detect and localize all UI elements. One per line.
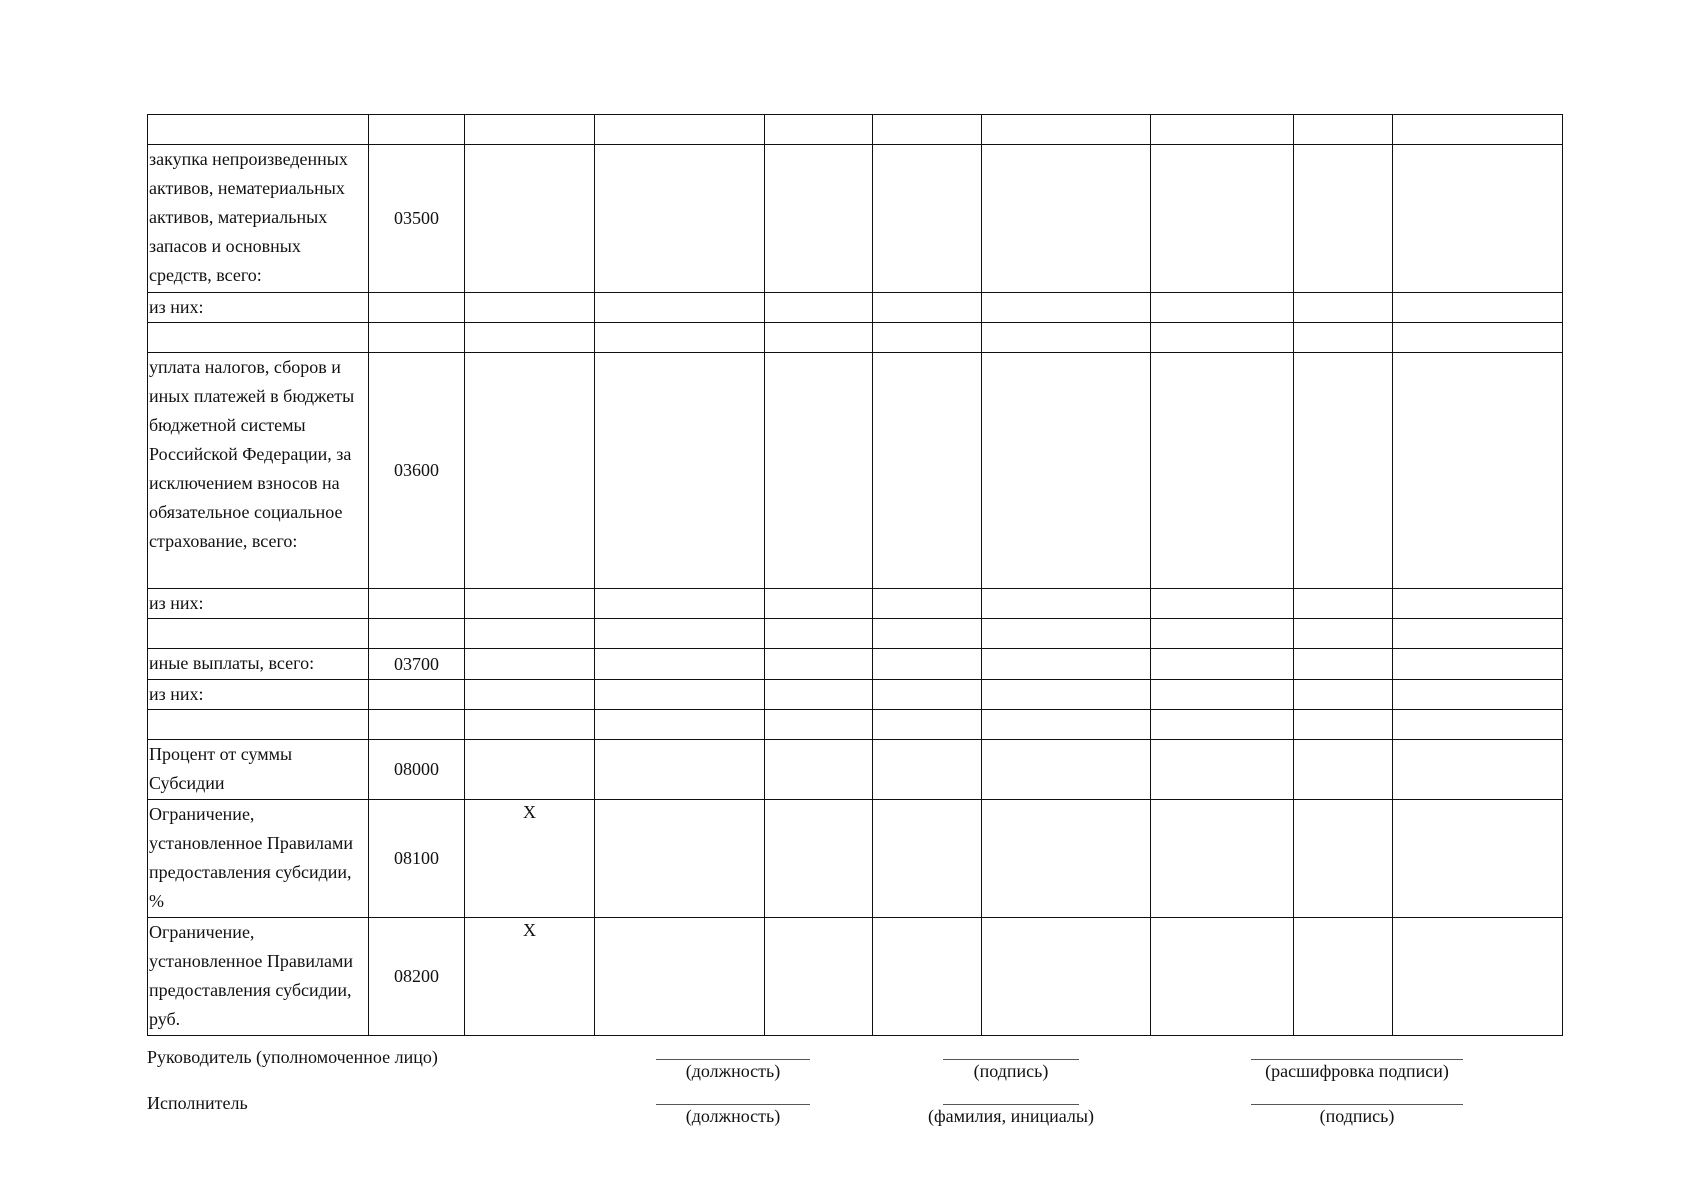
row-code [369,710,465,740]
value-cell [1294,323,1393,353]
value-cell [1393,680,1563,710]
table-row [148,619,1563,649]
row-code: 03500 [369,145,465,293]
value-cell [1393,145,1563,293]
value-cell [873,740,982,800]
value-cell [595,800,765,918]
value-cell [873,680,982,710]
value-cell [595,115,765,145]
value-cell [765,323,873,353]
row-mark [465,145,595,293]
row-label: закупка непроизведенных активов, нематериальных активов, материальных запасов и основных средств, всего: [148,145,369,293]
value-cell [765,293,873,323]
value-cell [982,918,1151,1036]
value-cell [1393,323,1563,353]
table-row [148,800,1563,918]
value-cell [595,710,765,740]
value-cell [1151,145,1294,293]
table-row [148,145,1563,293]
row-mark [465,710,595,740]
value-cell [1393,918,1563,1036]
value-cell [873,145,982,293]
value-cell [1294,619,1393,649]
row-mark [465,649,595,680]
value-cell [765,115,873,145]
executor-name-line [943,1104,1079,1105]
row-mark [465,353,595,589]
value-cell [765,353,873,589]
value-cell [982,145,1151,293]
value-cell [1151,323,1294,353]
value-cell [1393,800,1563,918]
value-cell [1294,293,1393,323]
value-cell [1151,293,1294,323]
value-cell [1393,115,1563,145]
value-cell [595,323,765,353]
row-label: Ограничение, установленное Правилами предоставления субсидии, руб. [148,918,369,1036]
value-cell [982,710,1151,740]
row-code [369,680,465,710]
row-label: иные выплаты, всего: [148,649,369,680]
executor-label: Исполнитель [147,1093,248,1113]
value-cell [765,589,873,619]
value-cell [982,619,1151,649]
value-cell [595,589,765,619]
value-cell [1294,740,1393,800]
row-label: из них: [148,589,369,619]
value-cell [982,115,1151,145]
row-label: Ограничение, установленное Правилами предоставления субсидии, % [148,800,369,918]
row-code: 08200 [369,918,465,1036]
value-cell [595,918,765,1036]
table-row [148,293,1563,323]
report-table [147,114,1563,1036]
value-cell [765,619,873,649]
value-cell [1294,710,1393,740]
value-cell [1393,710,1563,740]
value-cell [1294,115,1393,145]
value-cell [765,800,873,918]
row-code: 08100 [369,800,465,918]
value-cell [765,710,873,740]
value-cell [982,323,1151,353]
row-mark [465,680,595,710]
value-cell [1294,589,1393,619]
value-cell [1393,619,1563,649]
value-cell [765,918,873,1036]
executor-signature-line [1251,1104,1463,1105]
value-cell [765,740,873,800]
value-cell [873,115,982,145]
row-mark [465,589,595,619]
value-cell [873,323,982,353]
value-cell [1294,649,1393,680]
row-mark: X [465,918,595,1036]
value-cell [873,710,982,740]
value-cell [982,649,1151,680]
value-cell [873,619,982,649]
value-cell [1294,918,1393,1036]
row-label: уплата налогов, сборов и иных платежей в бюджеты бюджетной системы Российской Федерации, за исключением взносов на обязательное социальное страхование, всего: [148,353,369,589]
value-cell [982,589,1151,619]
value-cell [595,619,765,649]
row-mark [465,115,595,145]
value-cell [1393,293,1563,323]
table-row [148,918,1563,1036]
value-cell [873,589,982,619]
value-cell [1393,740,1563,800]
value-cell [873,649,982,680]
executor-position-line [656,1104,810,1105]
value-cell [1393,353,1563,589]
head-decoding-line [1251,1059,1463,1060]
value-cell [595,649,765,680]
value-cell [765,680,873,710]
row-code [369,323,465,353]
value-cell [595,293,765,323]
value-cell [1151,918,1294,1036]
row-mark [465,323,595,353]
table-row [148,353,1563,589]
table-row [148,589,1563,619]
value-cell [873,918,982,1036]
value-cell [1294,145,1393,293]
executor-name-caption: (фамилия, инициалы) [928,1106,1094,1126]
row-mark: X [465,800,595,918]
row-code [369,589,465,619]
row-label: из них: [148,293,369,323]
row-code [369,115,465,145]
row-label: из них: [148,680,369,710]
head-signature-line [943,1059,1079,1060]
value-cell [982,293,1151,323]
value-cell [873,800,982,918]
value-cell [1294,353,1393,589]
value-cell [1151,619,1294,649]
head-signature-caption: (подпись) [973,1061,1049,1081]
value-cell [595,353,765,589]
value-cell [595,740,765,800]
row-code: 08000 [369,740,465,800]
row-label: Процент от суммы Субсидии [148,740,369,800]
value-cell [1294,800,1393,918]
head-decoding-caption: (расшифровка подписи) [1265,1061,1449,1081]
table-row [148,649,1563,680]
value-cell [1151,649,1294,680]
value-cell [765,649,873,680]
value-cell [1151,710,1294,740]
row-mark [465,293,595,323]
row-code [369,619,465,649]
row-mark [465,740,595,800]
table-row [148,680,1563,710]
value-cell [982,740,1151,800]
row-label [148,323,369,353]
value-cell [595,680,765,710]
value-cell [1151,353,1294,589]
row-label [148,619,369,649]
value-cell [982,353,1151,589]
executor-signature-caption: (подпись) [1319,1106,1395,1126]
value-cell [595,145,765,293]
value-cell [1151,115,1294,145]
row-label [148,710,369,740]
row-code: 03600 [369,353,465,589]
head-label: Руководитель (уполномоченное лицо) [147,1047,438,1067]
table-row [148,115,1563,145]
value-cell [982,680,1151,710]
value-cell [1393,589,1563,619]
head-position-caption: (должность) [685,1061,781,1081]
value-cell [982,800,1151,918]
executor-position-caption: (должность) [685,1106,781,1126]
row-code: 03700 [369,649,465,680]
table-row [148,740,1563,800]
value-cell [765,145,873,293]
value-cell [1151,680,1294,710]
value-cell [873,353,982,589]
row-mark [465,619,595,649]
row-label [148,115,369,145]
value-cell [1151,589,1294,619]
value-cell [1151,740,1294,800]
value-cell [1393,649,1563,680]
table-row [148,323,1563,353]
value-cell [1151,800,1294,918]
value-cell [1294,680,1393,710]
head-position-line [656,1059,810,1060]
row-code [369,293,465,323]
table-row [148,710,1563,740]
value-cell [873,293,982,323]
